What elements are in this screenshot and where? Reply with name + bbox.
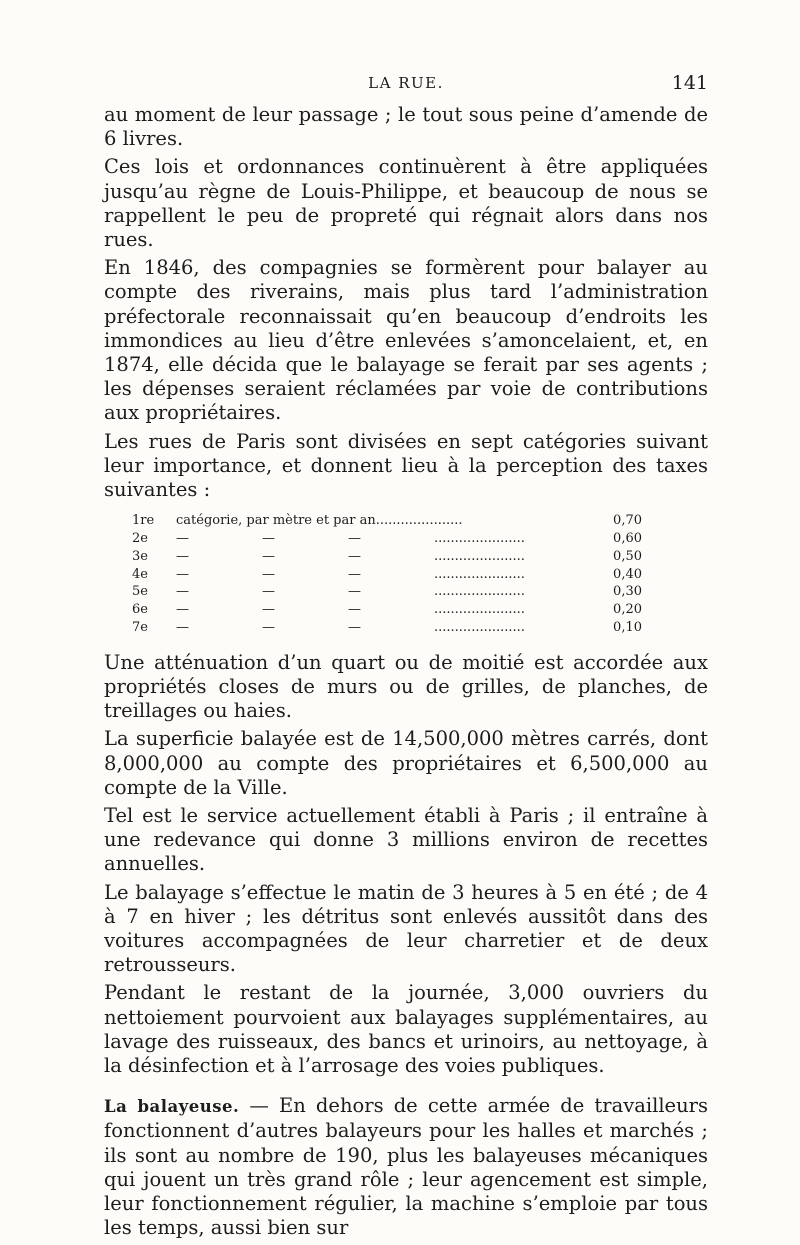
section-text: — En dehors de cette armée de travailleurs fonctionnent d’autres balayeurs pour les halles et marchés ; ils sont au nombre de 190, plus les balayeuses mécaniques qui jouent un très grand rôle ; leur agencement est simple, leur fonctionnement régulier, la machine s’emploie par tous les temps, aussi bien sur [104, 1094, 708, 1240]
tax-value: 0,60 [613, 531, 642, 547]
leader-dots: ...................... [434, 602, 525, 618]
category-number: 5e [132, 584, 148, 600]
tax-value: 0,70 [613, 513, 642, 529]
section-paragraph [104, 1094, 708, 1240]
paragraph: Tel est le service actuellement établi à Paris ; il entraîne à une redevance qui donne 3 millions environ de recettes annuelles. [104, 804, 708, 876]
category-number: 6e [132, 602, 148, 618]
page-number: 141 [671, 72, 708, 94]
leader-dots: ...................... [434, 531, 525, 547]
tax-value: 0,40 [613, 566, 642, 582]
ditto-mark: — [262, 602, 275, 618]
paragraph: au moment de leur passage ; le tout sous peine d’amende de 6 livres. [104, 103, 708, 151]
ditto-mark: — [176, 548, 189, 564]
ditto-mark: — [348, 620, 361, 636]
page-header [104, 72, 708, 102]
tax-value: 0,10 [613, 620, 642, 636]
ditto-mark: — [348, 584, 361, 600]
ditto-mark: — [176, 531, 189, 547]
ditto-mark: — [262, 548, 275, 564]
ditto-mark: — [348, 531, 361, 547]
table-row [132, 512, 642, 530]
leader-dots: ...................... [434, 548, 525, 564]
paragraph: Ces lois et ordonnances continuèrent à être appliquées jusqu’au règne de Louis-Philippe, et beaucoup de nous se rappellent le peu de propreté qui régnait alors dans nos rues. [104, 155, 708, 252]
run-in-heading: La balayeuse. [104, 1097, 240, 1117]
category-label: catégorie, par mètre et par an..................... [176, 513, 463, 529]
table-row [132, 601, 642, 619]
table-row [132, 583, 642, 601]
paragraph: Le balayage s’effectue le matin de 3 heures à 5 en été ; de 4 à 7 en hiver ; les détritus sont enlevés aussitôt dans des voitures accompagnées de leur charretier et de deux retrousseurs. [104, 880, 708, 977]
ditto-mark: — [348, 548, 361, 564]
ditto-mark: — [262, 620, 275, 636]
category-number: 1re [132, 513, 155, 529]
table-row [132, 566, 642, 584]
running-title: LA RUE. [368, 74, 444, 92]
tax-value: 0,50 [613, 548, 642, 564]
category-number: 7e [132, 620, 148, 636]
leader-dots: ...................... [434, 566, 525, 582]
tax-table [132, 512, 708, 637]
paragraph: Pendant le restant de la journée, 3,000 ouvriers du nettoiement pourvoient aux balayages supplémentaires, au lavage des ruisseaux, des bancs et urinoirs, au nettoyage, à la désinfection et à l’arrosage des voies publiques. [104, 981, 708, 1078]
ditto-mark: — [262, 531, 275, 547]
table-row [132, 619, 642, 637]
paragraph: En 1846, des compagnies se formèrent pour balayer au compte des riverains, mais plus tard l’administration préfectorale reconnaissait qu’en beaucoup d’endroits les immondices au lieu d’être enlevées s’amoncelaient, et, en 1874, elle décida que le balayage se ferait par ses agents ; les dépenses seraient réclamées par voie de contributions aux propriétaires. [104, 256, 708, 425]
table-row [132, 530, 642, 548]
ditto-mark: — [348, 602, 361, 618]
category-number: 3e [132, 548, 148, 564]
paragraph: La superficie balayée est de 14,500,000 mètres carrés, dont 8,000,000 au compte des propriétaires et 6,500,000 au compte de la Ville. [104, 727, 708, 799]
tax-value: 0,30 [613, 584, 642, 600]
ditto-mark: — [262, 566, 275, 582]
category-number: 4e [132, 566, 148, 582]
ditto-mark: — [176, 584, 189, 600]
ditto-mark: — [176, 620, 189, 636]
ditto-mark: — [176, 602, 189, 618]
paragraph: Les rues de Paris sont divisées en sept catégories suivant leur importance, et donnent lieu à la perception des taxes suivantes : [104, 429, 708, 502]
table-row [132, 548, 642, 566]
body-text [104, 103, 708, 1245]
ditto-mark: — [262, 584, 275, 600]
ditto-mark: — [348, 566, 361, 582]
leader-dots: ...................... [434, 584, 525, 600]
ditto-mark: — [176, 566, 189, 582]
category-number: 2e [132, 531, 148, 547]
leader-dots: ...................... [434, 620, 525, 636]
paragraph: Une atténuation d’un quart ou de moitié est accordée aux propriétés closes de murs ou de grilles, de planches, de treillages ou haies. [104, 650, 708, 723]
tax-value: 0,20 [613, 602, 642, 618]
